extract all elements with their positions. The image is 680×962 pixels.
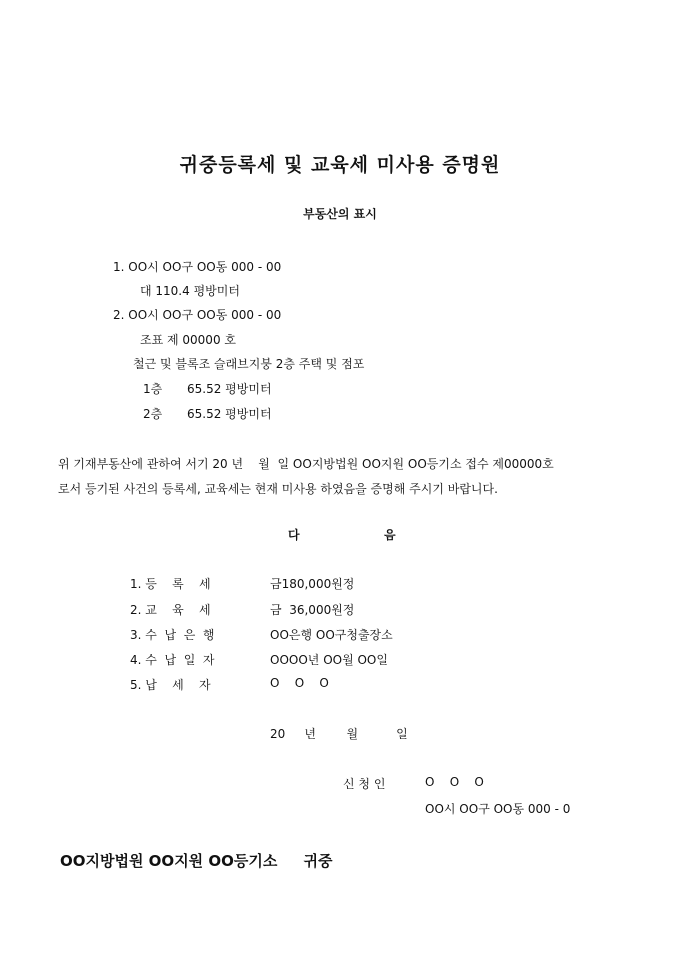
applicant-address: OO시 OO구 OO동 000 - 0	[425, 802, 571, 816]
property-line-1: 1. OO시 OO구 OO동 000 - 00	[113, 260, 282, 274]
item-value: O O O	[270, 676, 329, 690]
applicant-label: 신 청 인	[343, 777, 386, 791]
item-label: 5. 납 세 자	[130, 678, 211, 692]
date-line: 20 년 월 일	[270, 727, 408, 741]
property-line-2: 대 110.4 평방미터	[140, 284, 240, 298]
addressee-line: OO지방법원 OO지원 OO등기소 귀중	[60, 852, 333, 870]
item-value: OOOO년 OO월 OO일	[270, 653, 388, 667]
paragraph-line-1: 위 기재부동산에 관하여 서기 20 년 월 일 OO지방법원 OO지원 OO등기소 접수 제00000호	[58, 457, 554, 471]
item-label: 1. 등 록 세	[130, 577, 211, 591]
item-label: 2. 교 육 세	[130, 603, 211, 617]
property-heading: 부동산의 표시	[303, 207, 377, 221]
item-label: 3. 수 납 은 행	[130, 628, 215, 642]
request-paragraph	[58, 452, 648, 502]
property-line-5: 철근 및 블록조 슬래브지붕 2층 주택 및 점포	[133, 357, 365, 371]
next-heading-right: 음	[384, 528, 396, 542]
floor-2-area: 65.52 평방미터	[187, 407, 272, 421]
floor-2-label: 2층	[143, 407, 163, 421]
document-title: 귀중등록세 및 교육세 미사용 증명원	[179, 154, 501, 176]
item-value: 금180,000원정	[270, 577, 355, 591]
item-value: OO은행 OO구청출장소	[270, 628, 393, 642]
next-heading-left: 다	[288, 528, 300, 542]
floor-1-label: 1층	[143, 382, 163, 396]
paragraph-line-2: 로서 등기된 사건의 등록세, 교육세는 현재 미사용 하였음을 증명해 주시기 바랍니다.	[58, 482, 498, 496]
property-line-3: 2. OO시 OO구 OO동 000 - 00	[113, 308, 282, 322]
property-line-4: 조표 제 00000 호	[140, 333, 236, 347]
item-value: 금 36,000원정	[270, 603, 355, 617]
item-label: 4. 수 납 일 자	[130, 653, 215, 667]
applicant-name: O O O	[425, 775, 484, 789]
floor-1-area: 65.52 평방미터	[187, 382, 272, 396]
